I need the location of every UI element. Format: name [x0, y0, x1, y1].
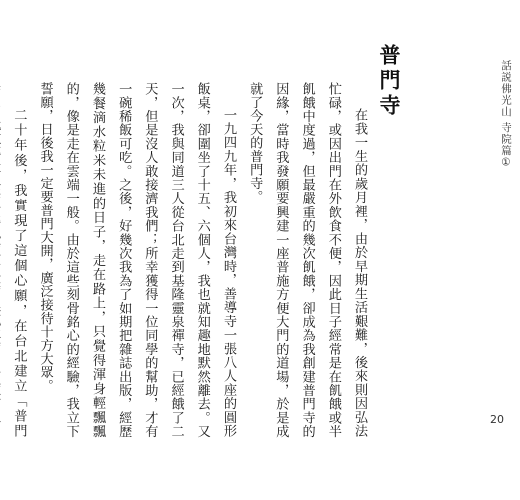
- body-text: [12, 82, 372, 438]
- paragraph-1: 在我一生的歲月裡，由於早期生活艱難，後來則因弘法忙碌，或因出門在外飲食不便，因此日子經常是在飢餓或半飢餓中度過，但最嚴重的幾次飢餓，卻成為我創建普門寺的因緣，當時我發願要興建一座普施方便大門的道場，於是成就了今天的普門寺。: [247, 82, 367, 438]
- chapter-title: 普門寺: [377, 44, 401, 119]
- paragraph-2: 一九四九年，我初來台灣時，善導寺一張八人座的圓形飯桌，卻圍坐了十五、六個人，我也就知趣地默然離去。又一次，我與同道三人從台北走到基隆靈泉禪寺，已經餓了二天，但是沒人敢接濟我們；所幸獲得一位同學的幫助，才有一碗稀飯可吃。之後，好幾次我為了如期把雜誌出版，經歷幾餐滴水粒米未進的日子，走在路上，只覺得渾身輕飄飄的，像是走在雲端一般。由於這些刻骨銘心的經驗，我立下誓願，日後我一定要普門大開，廣泛接待十方大眾。: [37, 82, 236, 438]
- paragraph-3: 二十年後，我實現了這個心願，在台北建立「普門: [11, 108, 27, 438]
- page-number: 20: [490, 413, 504, 426]
- running-header: 話説佛光山 寺院篇①: [500, 60, 512, 170]
